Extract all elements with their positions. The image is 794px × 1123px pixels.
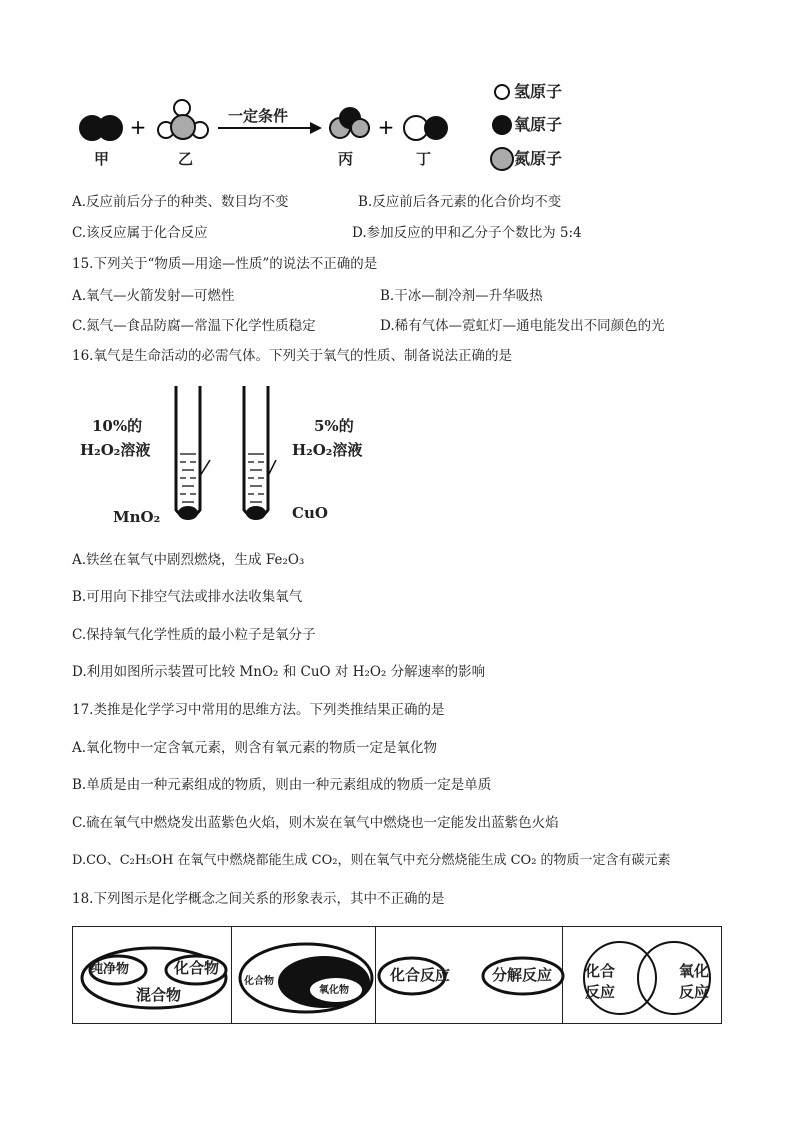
q16-stem: 16.氧气是生命活动的必需气体。下列关于氧气的性质、制备说法正确的是: [72, 348, 512, 364]
tube1-label-top: 10%的: [92, 417, 143, 435]
d4-left-line2: 反应: [585, 983, 616, 1001]
molecule-bing: [330, 108, 369, 138]
d3-left: 化合反应: [390, 966, 451, 984]
d1-inner2: 化合物: [174, 959, 220, 977]
legend-oxygen-icon: [492, 115, 512, 135]
label-yi: 乙: [178, 150, 194, 168]
q17-option-d: D.CO、C₂H₅OH 在氧气中燃烧都能生成 CO₂，则在氧气中充分燃烧能生成 CO₂ 的物质一定含有碳元素: [72, 853, 671, 868]
molecule-yi: [158, 100, 208, 139]
q14-option-c: C.该反应属于化合反应: [72, 225, 208, 241]
label-bing: 丙: [338, 150, 354, 168]
q15-option-c: C.氮气—食品防腐—常温下化学性质稳定: [72, 318, 316, 334]
q16-option-a: A.铁丝在氧气中剧烈燃烧，生成 Fe₂O₃: [72, 552, 305, 568]
test-tube-left: [176, 386, 200, 520]
q18-stem: 18.下列图示是化学概念之间关系的形象表示，其中不正确的是: [72, 891, 445, 907]
q15-option-a: A.氧气—火箭发射—可燃性: [72, 288, 235, 304]
q14-option-a: A.反应前后分子的种类、数目均不变: [72, 194, 289, 210]
q17-stem: 17.类推是化学学习中常用的思维方法。下列类推结果正确的是: [72, 702, 445, 718]
tube1-catalyst: MnO₂: [113, 508, 161, 526]
q17-option-b: B.单质是由一种元素组成的物质，则由一种元素组成的物质一定是单质: [72, 777, 492, 793]
q15-option-b: B.干冰—制冷剂—升华吸热: [380, 288, 543, 304]
q16-option-c: C.保持氧气化学性质的最小粒子是氧分子: [72, 627, 316, 643]
q16-option-d: D.利用如图所示装置可比较 MnO₂ 和 CuO 对 H₂O₂ 分解速率的影响: [72, 664, 486, 680]
d3-right: 分解反应: [492, 966, 553, 984]
plus-sign: +: [377, 115, 395, 139]
molecule-ding: [404, 116, 447, 140]
legend-nitrogen-label: 氮原子: [514, 149, 563, 168]
d4-right-line2: 反应: [679, 983, 710, 1001]
label-jia: 甲: [94, 150, 110, 168]
d4-left-line1: 化合: [585, 962, 616, 980]
q17-option-a: A.氧化物中一定含氧元素，则含有氧元素的物质一定是氧化物: [72, 740, 438, 756]
legend-nitrogen-icon: [491, 148, 513, 170]
plus-sign: +: [129, 115, 147, 139]
q14-option-b: B.反应前后各元素的化合价均不变: [358, 194, 562, 210]
legend-hydrogen-label: 氢原子: [514, 82, 563, 101]
test-tube-right: [244, 386, 268, 520]
d2-inner: 氧化物: [319, 985, 349, 996]
q15-option-d: D.稀有气体—霓虹灯—通电能发出不同颜色的光: [380, 318, 665, 334]
tube2-label-top: 5%的: [314, 417, 354, 435]
arrow-label: 一定条件: [228, 107, 289, 125]
q15-stem: 15.下列关于“物质—用途—性质”的说法不正确的是: [72, 256, 378, 272]
d4-right-line1: 氧化: [679, 962, 710, 980]
q17-option-c: C.硫在氧气中燃烧发出蓝紫色火焰，则木炭在氧气中燃烧也一定能发出蓝紫色火焰: [72, 815, 559, 831]
tube2-catalyst: CuO: [292, 504, 328, 522]
d1-inner1: 纯净物: [90, 962, 130, 977]
legend-hydrogen-icon: [495, 85, 509, 99]
reaction-diagram: [70, 78, 590, 178]
d1-outer: 混合物: [136, 986, 182, 1004]
molecule-jia: [80, 116, 122, 140]
q16-option-b: B.可用向下排空气法或排水法收集氧气: [72, 589, 303, 605]
label-ding: 丁: [416, 150, 432, 168]
q14-option-d: D.参加反应的甲和乙分子个数比为 5:4: [352, 225, 582, 241]
tube2-label-bottom: H₂O₂溶液: [292, 441, 363, 459]
d2-outer: 化合物: [244, 976, 274, 987]
legend-oxygen-label: 氧原子: [514, 115, 563, 134]
tube1-label-bottom: H₂O₂溶液: [80, 441, 151, 459]
